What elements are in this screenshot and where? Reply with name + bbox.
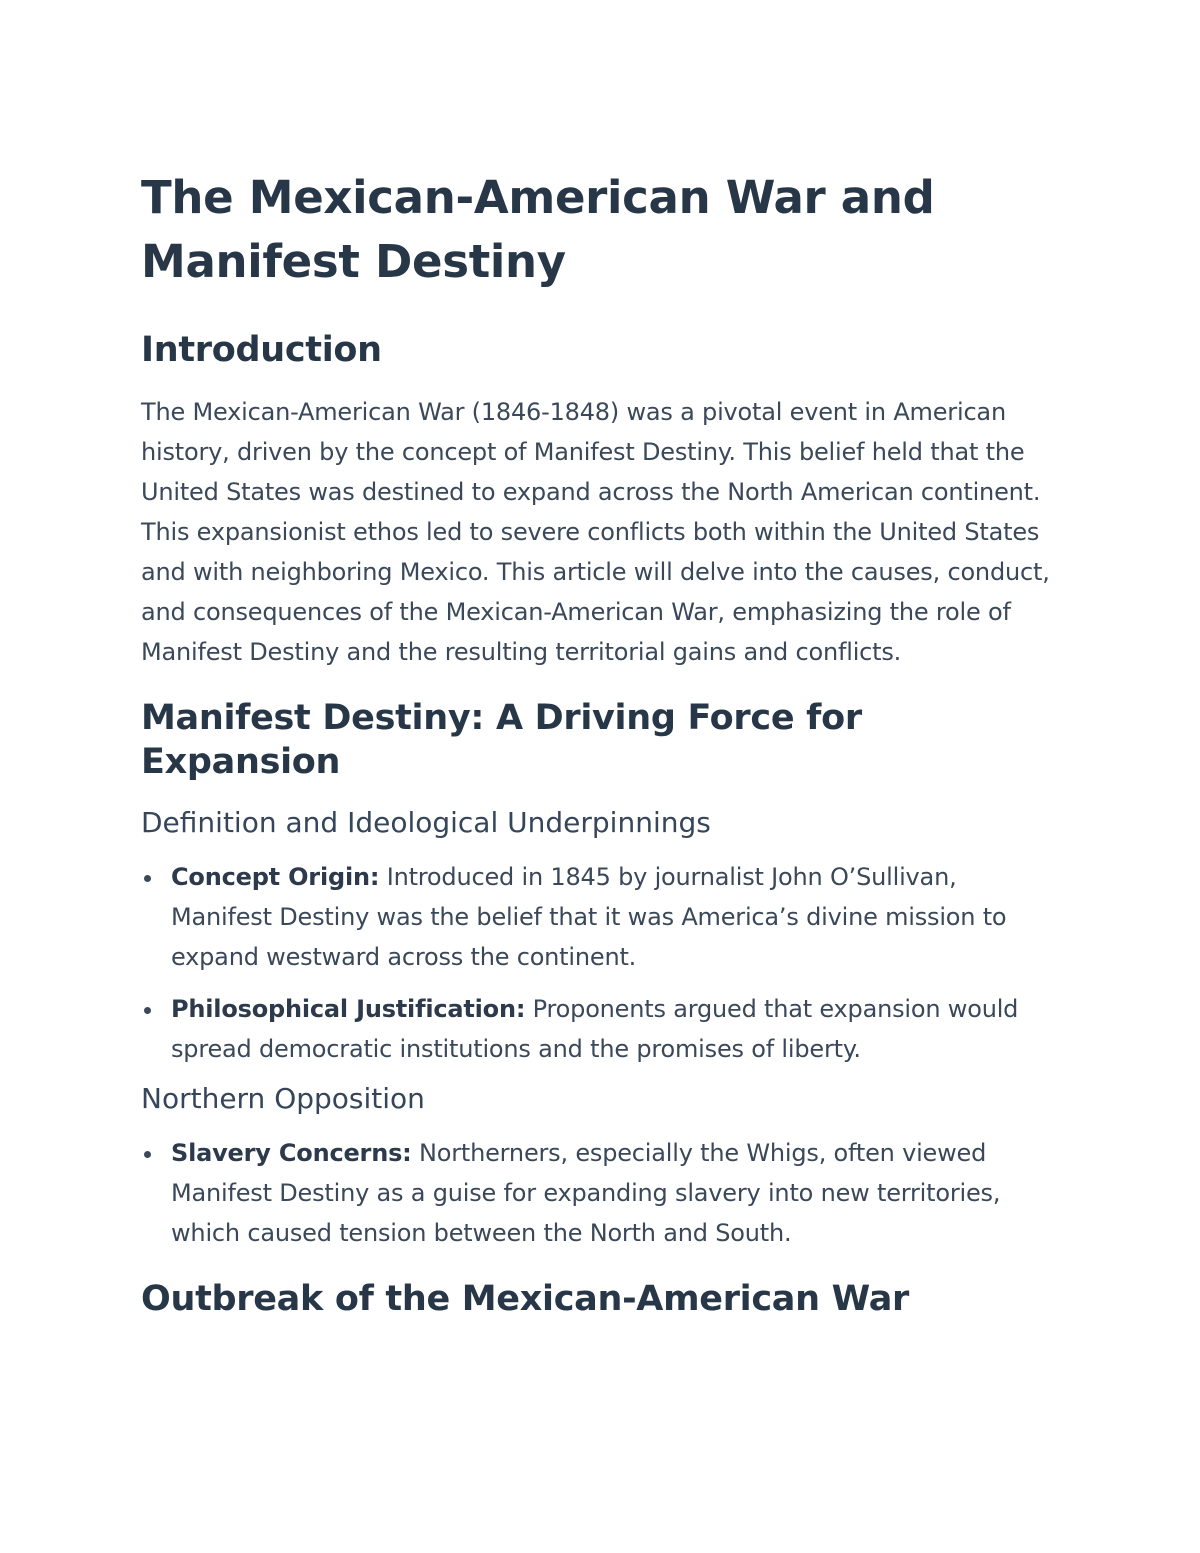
subheading-northern-opposition: Northern Opposition	[141, 1082, 425, 1115]
subheading-definition: Definition and Ideological Underpinnings	[141, 806, 711, 839]
list-item-label: Slavery Concerns:	[171, 1139, 412, 1167]
list-item-text: Proponents argued that expansion would spread democratic institutions and the promises of liberty.	[171, 995, 1019, 1063]
bullet-icon	[144, 1151, 151, 1158]
list-item-text: Northerners, especially the Whigs, often viewed Manifest Destiny as a guise for expanding slavery into new territories, which caused tension between the North and South.	[171, 1139, 1001, 1247]
section-heading-manifest-destiny: Manifest Destiny: A Driving Force for Expansion	[141, 698, 862, 782]
list-item-label: Concept Origin:	[171, 863, 380, 891]
northern-list	[141, 1133, 1050, 1253]
list-item	[141, 1133, 1050, 1253]
section-heading-outbreak: Outbreak of the Mexican-American War	[141, 1279, 909, 1319]
document-title: The Mexican-American War and Manifest Destiny	[141, 171, 935, 288]
list-item-text: Introduced in 1845 by journalist John O’Sullivan, Manifest Destiny was the belief that it was America’s divine mission to expand westward across the continent.	[171, 863, 1007, 971]
definition-list	[141, 857, 1050, 1069]
introduction-paragraph: The Mexican-American War (1846-1848) was a pivotal event in American history, driven by the concept of Manifest Destiny. This belief held that the United States was destined to expand across the North American continent. This expansionist ethos led to severe conflicts both within the United States and with neighboring Mexico. This article will delve into the causes, conduct, and consequences of the Mexican-American War, emphasizing the role of Manifest Destiny and the resulting territorial gains and conflicts.	[141, 398, 1050, 666]
list-item	[141, 989, 1050, 1069]
section-heading-introduction: Introduction	[141, 330, 382, 370]
bullet-icon	[144, 875, 151, 882]
bullet-icon	[144, 1007, 151, 1014]
list-item-label: Philosophical Justification:	[171, 995, 526, 1023]
list-item	[141, 857, 1050, 977]
